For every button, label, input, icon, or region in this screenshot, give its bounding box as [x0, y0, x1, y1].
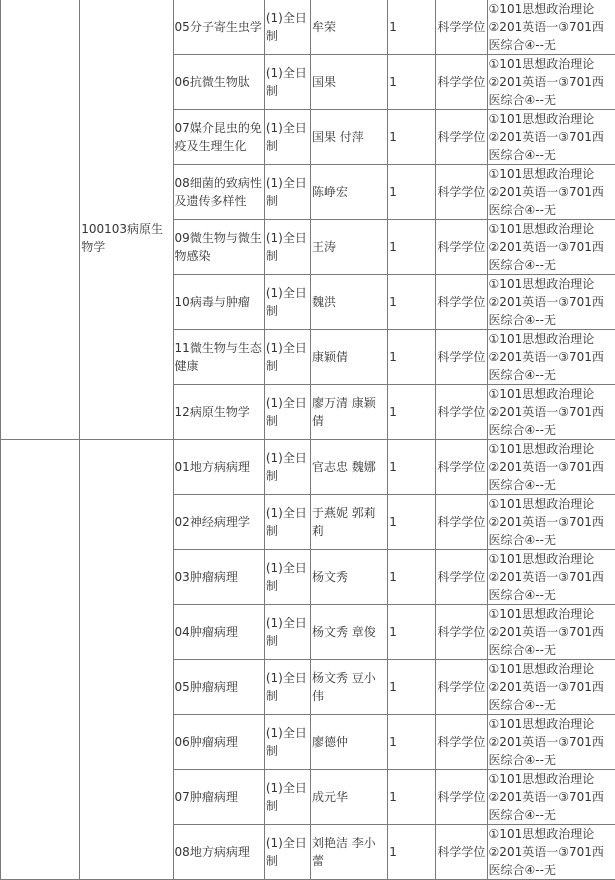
exam-subject-line: ①101思想政治理论 — [489, 495, 615, 513]
table-row — [1, 440, 615, 495]
enrollment-count-cell: 1 — [388, 385, 436, 440]
major-cell — [80, 440, 173, 880]
exam-subjects-cell — [487, 825, 615, 880]
degree-type-cell: 科学学位 — [436, 275, 487, 330]
degree-type-cell: 科学学位 — [436, 220, 487, 275]
enrollment-count-cell: 1 — [388, 110, 436, 165]
study-mode-cell: (1)全日制 — [264, 220, 310, 275]
exam-subjects-cell — [487, 275, 615, 330]
supervisor-cell: 于燕妮 郭莉莉 — [310, 495, 387, 550]
exam-subjects-cell — [487, 385, 615, 440]
research-direction-cell: 07肿瘤病理 — [173, 770, 264, 825]
research-direction-cell: 01地方病病理 — [173, 440, 264, 495]
exam-subject-line: ②201英语一③701西 — [489, 18, 615, 36]
enrollment-count-cell: 1 — [388, 660, 436, 715]
exam-subject-line: ①101思想政治理论 — [489, 825, 615, 843]
exam-subject-line: 医综合④--无 — [489, 91, 615, 109]
study-mode-cell: (1)全日制 — [264, 0, 310, 55]
exam-subject-line: ②201英语一③701西 — [489, 293, 615, 311]
exam-subjects-cell — [487, 660, 615, 715]
study-mode-cell: (1)全日制 — [264, 165, 310, 220]
exam-subject-line: 医综合④--无 — [489, 201, 615, 219]
exam-subjects-cell — [487, 770, 615, 825]
major-name: 100103病原生物学 — [81, 184, 172, 256]
degree-type-cell: 科学学位 — [436, 715, 487, 770]
supervisor-cell: 牟荣 — [310, 0, 387, 55]
research-direction-cell: 08细菌的致病性及遗传多样性 — [173, 165, 264, 220]
exam-subject-line: ①101思想政治理论 — [489, 110, 615, 128]
exam-subject-line: 医综合④--无 — [489, 256, 615, 274]
admissions-table-body — [1, 0, 615, 880]
exam-subjects-cell — [487, 110, 615, 165]
supervisor-cell: 杨文秀 豆小伟 — [310, 660, 387, 715]
degree-type-cell: 科学学位 — [436, 165, 487, 220]
exam-subject-line: 医综合④--无 — [489, 806, 615, 824]
supervisor-cell: 官志忠 魏娜 — [310, 440, 387, 495]
enrollment-count-cell: 1 — [388, 825, 436, 880]
exam-subject-line: ②201英语一③701西 — [489, 238, 615, 256]
research-direction-cell: 06抗微生物肽 — [173, 55, 264, 110]
research-direction-cell: 07媒介昆虫的免疫及生理生化 — [173, 110, 264, 165]
research-direction-cell: 10病毒与肿瘤 — [173, 275, 264, 330]
study-mode-cell: (1)全日制 — [264, 660, 310, 715]
enrollment-count-cell: 1 — [388, 715, 436, 770]
exam-subject-line: 医综合④--无 — [489, 586, 615, 604]
exam-subject-line: ①101思想政治理论 — [489, 660, 615, 678]
study-mode-cell: (1)全日制 — [264, 495, 310, 550]
exam-subject-line: 医综合④--无 — [489, 311, 615, 329]
enrollment-count-cell: 1 — [388, 770, 436, 825]
research-direction-cell: 12病原生物学 — [173, 385, 264, 440]
exam-subject-line: ②201英语一③701西 — [489, 568, 615, 586]
major-name — [81, 642, 172, 678]
exam-subject-line: ②201英语一③701西 — [489, 843, 615, 861]
exam-subjects-cell — [487, 550, 615, 605]
exam-subjects-cell — [487, 0, 615, 55]
enrollment-count-cell: 1 — [388, 605, 436, 660]
exam-subjects-cell — [487, 330, 615, 385]
research-direction-cell: 05肿瘤病理 — [173, 660, 264, 715]
degree-type-cell: 科学学位 — [436, 605, 487, 660]
enrollment-count-cell: 1 — [388, 220, 436, 275]
enrollment-count-cell: 1 — [388, 0, 436, 55]
exam-subject-line: 医综合④--无 — [489, 366, 615, 384]
exam-subject-line: ②201英语一③701西 — [489, 403, 615, 421]
exam-subject-line: ②201英语一③701西 — [489, 678, 615, 696]
study-mode-cell: (1)全日制 — [264, 605, 310, 660]
exam-subject-line: ①101思想政治理论 — [489, 715, 615, 733]
exam-subjects-cell — [487, 715, 615, 770]
exam-subject-line: ①101思想政治理论 — [489, 440, 615, 458]
research-direction-cell: 06肿瘤病理 — [173, 715, 264, 770]
exam-subject-line: ①101思想政治理论 — [489, 275, 615, 293]
enrollment-count-cell: 1 — [388, 55, 436, 110]
major-cell — [80, 0, 173, 440]
exam-subject-line: 医综合④--无 — [489, 146, 615, 164]
exam-subject-line: ①101思想政治理论 — [489, 165, 615, 183]
blank-left-cell — [1, 440, 80, 880]
exam-subjects-cell — [487, 165, 615, 220]
exam-subject-line: ②201英语一③701西 — [489, 348, 615, 366]
degree-type-cell: 科学学位 — [436, 660, 487, 715]
exam-subject-line: ①101思想政治理论 — [489, 385, 615, 403]
exam-subject-line: ①101思想政治理论 — [489, 0, 615, 18]
supervisor-cell: 杨文秀 章俊 — [310, 605, 387, 660]
supervisor-cell: 国果 付萍 — [310, 110, 387, 165]
study-mode-cell: (1)全日制 — [264, 330, 310, 385]
exam-subject-line: ②201英语一③701西 — [489, 733, 615, 751]
exam-subject-line: ②201英语一③701西 — [489, 513, 615, 531]
degree-type-cell: 科学学位 — [436, 110, 487, 165]
enrollment-count-cell: 1 — [388, 165, 436, 220]
exam-subject-line: 医综合④--无 — [489, 751, 615, 769]
table-row — [1, 0, 615, 55]
research-direction-cell: 03肿瘤病理 — [173, 550, 264, 605]
exam-subject-line: ①101思想政治理论 — [489, 770, 615, 788]
exam-subjects-cell — [487, 605, 615, 660]
degree-type-cell: 科学学位 — [436, 330, 487, 385]
study-mode-cell: (1)全日制 — [264, 110, 310, 165]
supervisor-cell: 魏洪 — [310, 275, 387, 330]
exam-subject-line: ①101思想政治理论 — [489, 220, 615, 238]
enrollment-count-cell: 1 — [388, 550, 436, 605]
study-mode-cell: (1)全日制 — [264, 715, 310, 770]
study-mode-cell: (1)全日制 — [264, 440, 310, 495]
supervisor-cell: 康颖倩 — [310, 330, 387, 385]
study-mode-cell: (1)全日制 — [264, 770, 310, 825]
exam-subject-line: ①101思想政治理论 — [489, 330, 615, 348]
exam-subject-line: ①101思想政治理论 — [489, 55, 615, 73]
research-direction-cell: 05分子寄生虫学 — [173, 0, 264, 55]
enrollment-count-cell: 1 — [388, 330, 436, 385]
research-direction-cell: 04肿瘤病理 — [173, 605, 264, 660]
study-mode-cell: (1)全日制 — [264, 55, 310, 110]
exam-subject-line: ②201英语一③701西 — [489, 623, 615, 641]
enrollment-count-cell: 1 — [388, 495, 436, 550]
study-mode-cell: (1)全日制 — [264, 550, 310, 605]
study-mode-cell: (1)全日制 — [264, 385, 310, 440]
supervisor-cell: 廖万清 康颖倩 — [310, 385, 387, 440]
exam-subject-line: 医综合④--无 — [489, 531, 615, 549]
research-direction-cell: 02神经病理学 — [173, 495, 264, 550]
exam-subject-line: ②201英语一③701西 — [489, 128, 615, 146]
degree-type-cell: 科学学位 — [436, 385, 487, 440]
exam-subject-line: ②201英语一③701西 — [489, 183, 615, 201]
degree-type-cell: 科学学位 — [436, 55, 487, 110]
exam-subject-line: 医综合④--无 — [489, 641, 615, 659]
study-mode-cell: (1)全日制 — [264, 275, 310, 330]
exam-subject-line: ②201英语一③701西 — [489, 458, 615, 476]
blank-left-cell — [1, 0, 80, 440]
exam-subjects-cell — [487, 495, 615, 550]
exam-subject-line: 医综合④--无 — [489, 36, 615, 54]
supervisor-cell: 廖德仲 — [310, 715, 387, 770]
research-direction-cell: 08地方病病理 — [173, 825, 264, 880]
supervisor-cell: 陈峥宏 — [310, 165, 387, 220]
enrollment-count-cell: 1 — [388, 275, 436, 330]
supervisor-cell: 成元华 — [310, 770, 387, 825]
exam-subject-line: ①101思想政治理论 — [489, 550, 615, 568]
degree-type-cell: 科学学位 — [436, 495, 487, 550]
exam-subject-line: 医综合④--无 — [489, 421, 615, 439]
exam-subjects-cell — [487, 220, 615, 275]
degree-type-cell: 科学学位 — [436, 550, 487, 605]
exam-subject-line: 医综合④--无 — [489, 696, 615, 714]
degree-type-cell: 科学学位 — [436, 770, 487, 825]
exam-subject-line: ②201英语一③701西 — [489, 788, 615, 806]
research-direction-cell: 09微生物与微生物感染 — [173, 220, 264, 275]
exam-subjects-cell — [487, 55, 615, 110]
degree-type-cell: 科学学位 — [436, 825, 487, 880]
exam-subject-line: 医综合④--无 — [489, 476, 615, 494]
exam-subject-line: ②201英语一③701西 — [489, 73, 615, 91]
supervisor-cell: 刘艳洁 李小蕾 — [310, 825, 387, 880]
exam-subjects-cell — [487, 440, 615, 495]
degree-type-cell: 科学学位 — [436, 440, 487, 495]
supervisor-cell: 王涛 — [310, 220, 387, 275]
research-direction-cell: 11微生物与生态健康 — [173, 330, 264, 385]
degree-type-cell: 科学学位 — [436, 0, 487, 55]
exam-subject-line: ①101思想政治理论 — [489, 605, 615, 623]
supervisor-cell: 国果 — [310, 55, 387, 110]
enrollment-count-cell: 1 — [388, 440, 436, 495]
study-mode-cell: (1)全日制 — [264, 825, 310, 880]
supervisor-cell: 杨文秀 — [310, 550, 387, 605]
exam-subject-line: 医综合④--无 — [489, 861, 615, 879]
